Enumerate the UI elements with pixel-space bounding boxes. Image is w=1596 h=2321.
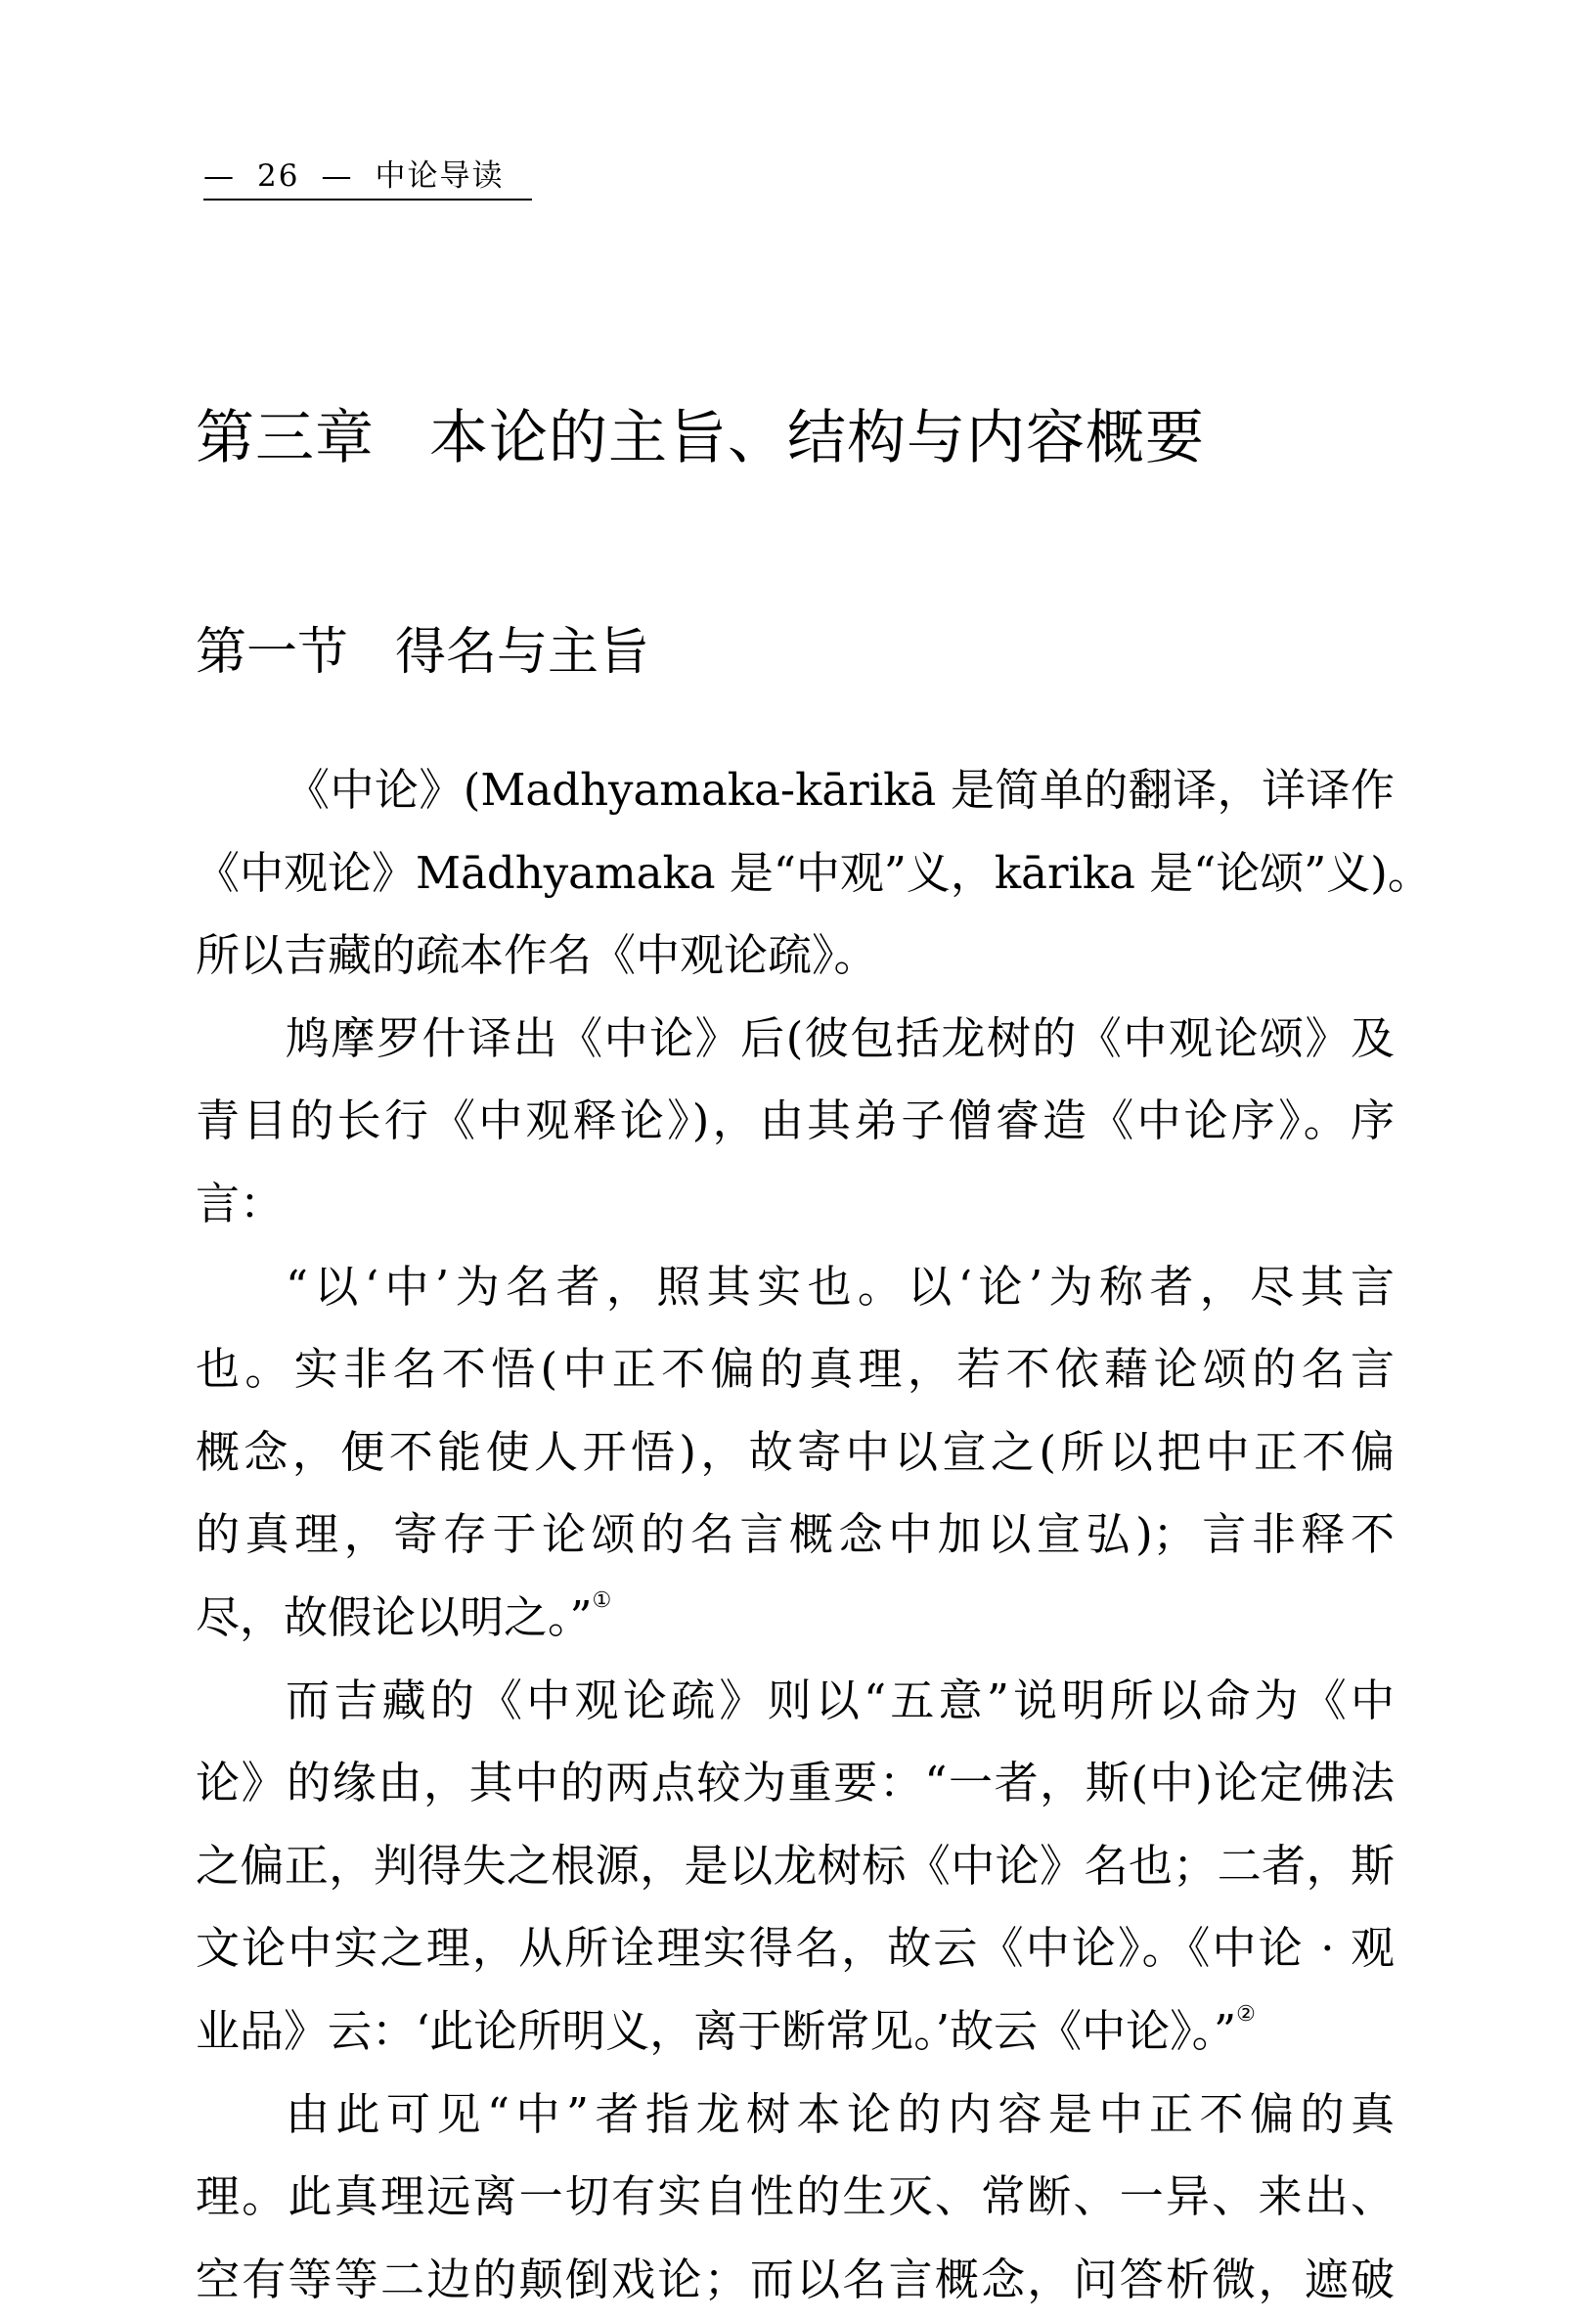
chapter-title: 本论的主旨、结构与内容概要: [429, 404, 1205, 472]
section-heading: [196, 610, 649, 684]
paragraph-line: [196, 832, 1432, 915]
paragraph-line: [196, 1990, 1395, 2074]
line-text: 空有等等二边的颠倒戏论；而以名言概念，问答析微，遮破: [196, 2253, 1395, 2305]
book-title: 中论导读: [375, 158, 505, 194]
paragraph-line: [196, 1494, 1395, 1577]
section-title: 得名与主旨: [395, 623, 650, 682]
chapter-number: 第三章: [196, 404, 375, 472]
dash: —: [321, 158, 354, 194]
paragraph-line: [196, 1577, 1395, 1660]
paragraph-line: [196, 2239, 1395, 2321]
page-number: 26: [257, 158, 300, 194]
paragraph-line: [196, 1080, 1395, 1163]
line-text: “以‘中’为名者，照其实也。以‘论’为称者，尽其言: [286, 1260, 1395, 1313]
paragraph-line: [196, 1825, 1395, 1908]
line-text: 论》的缘由，其中的两点较为重要：“一者，斯(中)论定佛法: [196, 1757, 1395, 1809]
chapter-heading: [196, 391, 1205, 475]
line-text: 《中观论》Mādhyamaka 是“中观”义，kārika 是“论颂”义)。: [196, 846, 1432, 899]
footnote-marker[interactable]: ①: [592, 1587, 612, 1613]
paragraph-line: [196, 915, 1395, 998]
line-text: 青目的长行《中观释论》)，由其弟子僧睿造《中论序》。序: [196, 1094, 1395, 1147]
running-head: [203, 151, 532, 201]
line-text: 鸠摩罗什译出《中论》后(彼包括龙树的《中观论颂》及: [286, 1011, 1395, 1064]
line-text: 尽，故假论以明之。”: [196, 1590, 593, 1643]
paragraph-line: [196, 1411, 1395, 1495]
paragraph-line: [196, 1660, 1395, 1743]
paragraph-line: [196, 1163, 1395, 1246]
line-text: 《中论》(Madhyamaka-kārikā 是简单的翻译，详译作: [286, 764, 1395, 816]
paragraph-line: [196, 1742, 1395, 1825]
line-text: 所以吉藏的疏本作名《中观论疏》。: [196, 929, 878, 982]
line-text: 业品》云：‘此论所明义，离于断常见。’故云《中论》。”: [196, 2004, 1237, 2057]
paragraph-line: [196, 998, 1395, 1081]
paragraph-line: [196, 2156, 1395, 2239]
line-text: 言：: [196, 1177, 285, 1229]
paragraph-line: [196, 1328, 1395, 1411]
paragraph-line: [196, 749, 1395, 832]
line-text: 概念，便不能使人开悟)，故寄中以宣之(所以把中正不偏: [196, 1425, 1395, 1478]
line-text: 由此可见“中”者指龙树本论的内容是中正不偏的真: [286, 2087, 1395, 2140]
paragraph-line: [196, 1907, 1395, 1990]
dash: —: [203, 158, 236, 194]
line-text: 文论中实之理，从所诠理实得名，故云《中论》。《中论 · 观: [196, 1922, 1395, 1975]
line-text: 而吉藏的《中观论疏》则以“五意”说明所以命为《中: [286, 1674, 1395, 1726]
line-text: 的真理，寄存于论颂的名言概念中加以宣弘)；言非释不: [196, 1508, 1395, 1561]
line-text: 也。实非名不悟(中正不偏的真理，若不依藉论颂的名言: [196, 1343, 1395, 1396]
paragraph-line: [196, 1246, 1395, 1329]
body-text: [196, 749, 1432, 2321]
line-text: 理。此真理远离一切有实自性的生灭、常断、一异、来出、: [196, 2170, 1395, 2223]
paragraph-line: [196, 2074, 1395, 2157]
footnote-marker[interactable]: ②: [1236, 2001, 1256, 2027]
section-number: 第一节: [196, 623, 349, 682]
line-text: 之偏正，判得失之根源，是以龙树标《中论》名也；二者，斯: [196, 1839, 1395, 1892]
